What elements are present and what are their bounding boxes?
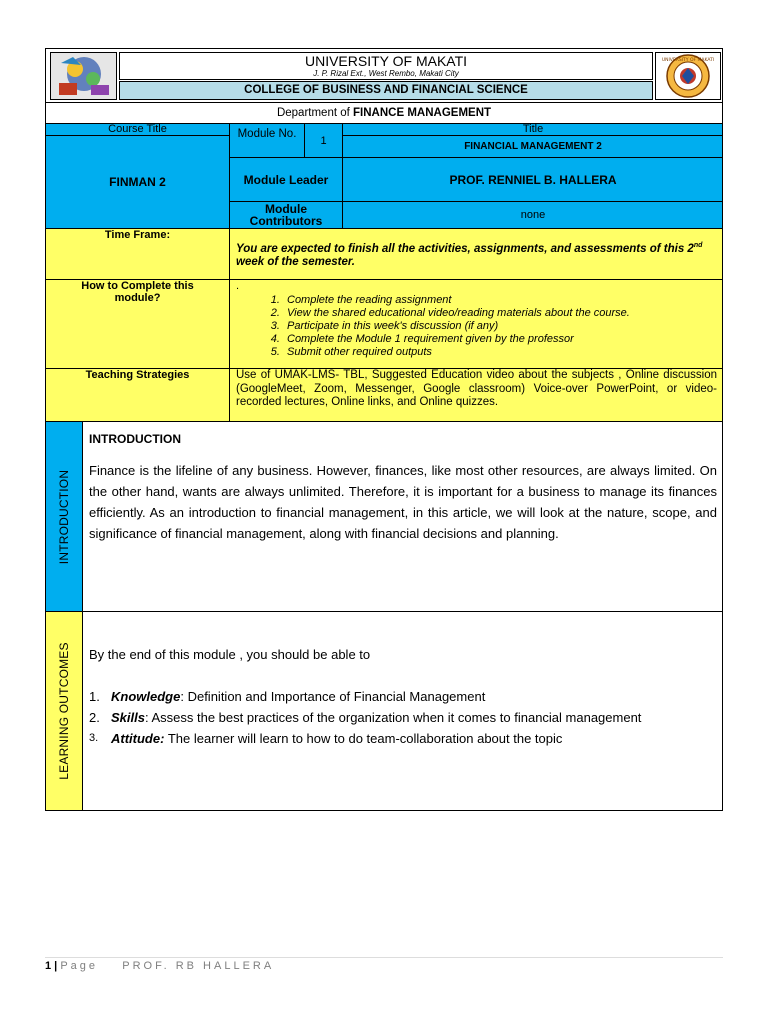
university-title-box (119, 52, 653, 80)
outcome-term: Attitude: (111, 731, 165, 746)
footer-author: PROF. RB HALLERA (122, 960, 275, 972)
outcome-text: The learner will learn to how to do team-collaboration about the topic (167, 731, 563, 746)
svg-text:UNIVERSITY OF MAKATI: UNIVERSITY OF MAKATI (661, 58, 715, 63)
university-name: UNIVERSITY OF MAKATI (304, 53, 468, 69)
department-row (45, 102, 723, 124)
how-to-step: 2. View the shared educational video/reading materials about the course. (283, 307, 630, 320)
outcomes-side-band (46, 612, 83, 810)
outcomes-content (89, 644, 689, 749)
module-no-label: Module No. (229, 124, 304, 158)
outcomes-side-label: LEARNING OUTCOMES (57, 642, 71, 780)
how-to-row (45, 280, 723, 369)
teaching-label: Teaching Strategies (85, 369, 190, 381)
college-name: COLLEGE OF BUSINESS AND FINANCIAL SCIENCE (119, 81, 653, 100)
course-title-label: Course Title (46, 124, 229, 136)
teaching-row (45, 369, 723, 422)
outcome-item (89, 686, 689, 707)
module-leader-name: PROF. RENNIEL B. HALLERA (342, 158, 723, 202)
outcome-item (89, 728, 689, 749)
module-contributors-label: Module Contributors (229, 202, 342, 228)
how-to-bullet: . (236, 280, 240, 292)
outcome-item (89, 707, 649, 728)
course-block (45, 124, 723, 229)
how-to-step: 1. Complete the reading assignment (283, 294, 630, 307)
outcome-num: 2. (89, 710, 100, 725)
course-title: FINANCIAL MANAGEMENT 2 (342, 136, 723, 158)
department-name: FINANCE MANAGEMENT (353, 107, 492, 119)
module-no-value: 1 (304, 124, 342, 158)
time-frame-text (229, 229, 723, 280)
introduction-side-band (46, 422, 83, 611)
outcome-num: 1. (89, 689, 100, 704)
university-address: J. P. Rizal Ext., West Rembo, Makati City (313, 69, 459, 78)
outcome-text: Assess the best practices of the organization when it comes to financial management (151, 710, 642, 725)
teaching-text: Use of UMAK-LMS- TBL, Suggested Education video about the subjects , Online discussion (GoogleMeet, Zoom, Messenger, Google classroom) Voice-over PowerPoint, or video-recorded lectures, Online links, and Online quizzes. (229, 369, 723, 421)
department-prefix: Department of (276, 107, 350, 119)
introduction-text: Finance is the lifeline of any business. However, finances, like most other resources, are always limited. On the other hand, wants are always unlimited. Therefore, it is important for a business to manage its finances efficiently. As an introduction to financial management, in this article, we will look at the nature, scope, and significance of financial management, along with financial decisions and planning. (89, 463, 717, 541)
time-frame-sup: nd (693, 242, 703, 249)
time-frame-row (45, 228, 723, 280)
learning-outcomes-section (45, 612, 723, 811)
outcome-sep: : (180, 689, 188, 704)
page-footer (45, 957, 723, 972)
time-frame-text-end: week of the semester. (236, 255, 355, 268)
module-leader-label: Module Leader (229, 158, 342, 202)
how-to-steps (265, 294, 630, 359)
how-to-step: 5. Submit other required outputs (283, 346, 630, 359)
outcome-text: Definition and Importance of Financial Management (187, 689, 486, 704)
college-logo (50, 52, 117, 100)
how-to-content (229, 280, 723, 368)
outcome-num: 3. (89, 732, 99, 744)
module-contributors-value: none (342, 202, 723, 228)
page-number: 1 (45, 960, 52, 972)
outcomes-lead: By the end of this module , you should be able to (89, 647, 371, 662)
how-to-step: 4. Complete the Module 1 requirement given by the professor (283, 333, 630, 346)
university-seal (655, 52, 721, 100)
time-frame-text-main: You are expected to finish all the activities, assignments, and assessments of this 2 (236, 242, 694, 255)
introduction-side-label: INTRODUCTION (57, 469, 71, 564)
outcome-term: Skills (111, 710, 145, 725)
introduction-content (89, 432, 717, 544)
introduction-section (45, 422, 723, 612)
how-to-step: 3. Participate in this week's discussion (if any) (283, 320, 630, 333)
introduction-heading: INTRODUCTION (89, 432, 181, 446)
how-to-label: How to Complete this module? (81, 280, 194, 304)
page-label: Page (60, 960, 99, 972)
course-code: FINMAN 2 (109, 175, 166, 189)
outcome-term: Knowledge (111, 689, 181, 704)
title-label: Title (342, 124, 723, 136)
footer-separator: | (51, 960, 61, 972)
time-frame-label: Time Frame: (104, 229, 171, 241)
outcome-sep: : (144, 710, 152, 725)
document-header (45, 48, 723, 103)
